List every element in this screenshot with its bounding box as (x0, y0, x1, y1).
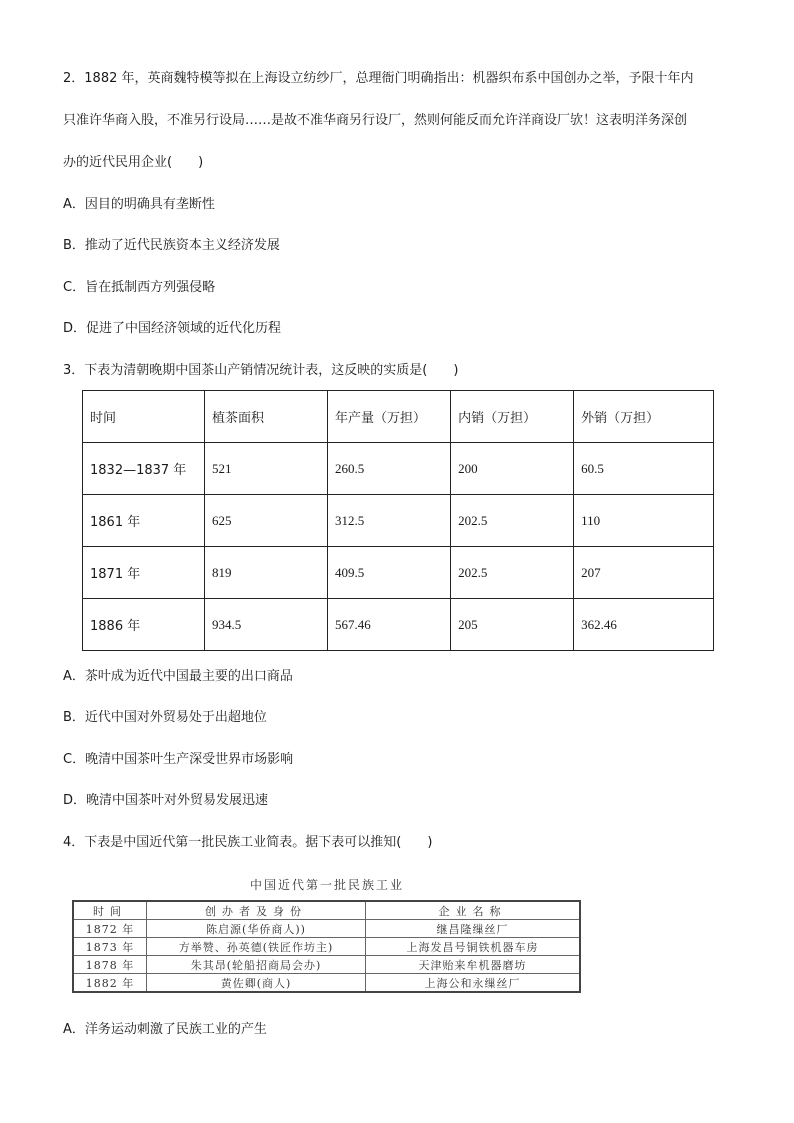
header-cell: 内销（万担） (451, 391, 574, 443)
table-cell: 819 (205, 547, 328, 599)
header-cell: 时间 (83, 391, 205, 443)
table-cell: 上海公和永缫丝厂 (366, 974, 581, 993)
q3-option-a: A．茶叶成为近代中国最主要的出口商品 (63, 669, 293, 684)
header-cell: 年产量（万担） (328, 391, 451, 443)
table-cell: 1832—1837 年 (83, 443, 205, 495)
table-cell: 朱其昂(轮船招商局会办) (147, 956, 366, 974)
q4-option-a: A．洋务运动刺激了民族工业的产生 (63, 1022, 267, 1037)
table-cell: 天津贻来牟机器磨坊 (366, 956, 581, 974)
table-cell: 409.5 (328, 547, 451, 599)
table-row (83, 443, 714, 495)
table-cell: 黄佐卿(商人) (147, 974, 366, 993)
table-cell: 260.5 (328, 443, 451, 495)
q2-stem-line-2: 只准许华商入股，不准另行设局……是故不准华商另行设厂，然则何能反而允许洋商设厂欤！这表明洋务深创 (63, 113, 688, 128)
table-cell: 继昌隆缫丝厂 (366, 920, 581, 938)
q2-stem-line-1: 2．1882 年，英商魏特模等拟在上海设立纺纱厂，总理衙门明确指出：机器织布系中国创办之举，予限十年内 (63, 71, 694, 86)
table-row (83, 547, 714, 599)
table-header-row (73, 901, 580, 920)
table-row (83, 599, 714, 651)
table-cell: 60.5 (574, 443, 714, 495)
q3-option-b: B．近代中国对外贸易处于出超地位 (63, 710, 267, 725)
table-cell: 1878 年 (73, 956, 147, 974)
table-cell: 202.5 (451, 547, 574, 599)
table-row (73, 938, 580, 956)
figure-title: 中国近代第一批民族工业 (249, 878, 404, 892)
table-cell: 312.5 (328, 495, 451, 547)
table-cell: 200 (451, 443, 574, 495)
table-cell: 1861 年 (83, 495, 205, 547)
table-row (73, 920, 580, 938)
q2-option-b: B．推动了近代民族资本主义经济发展 (63, 238, 280, 253)
table-cell: 521 (205, 443, 328, 495)
table-cell: 陈启源(华侨商人)) (147, 920, 366, 938)
q2-option-a: A．因目的明确具有垄断性 (63, 197, 215, 212)
table-row (83, 495, 714, 547)
header-cell: 植茶面积 (205, 391, 328, 443)
q3-option-c: C．晚清中国茶叶生产深受世界市场影响 (63, 752, 294, 767)
industry-table (72, 900, 581, 993)
table-cell: 方举赞、孙英德(铁匠作坊主) (147, 938, 366, 956)
q3-stem: 3．下表为清朝晚期中国茶山产销情况统计表，这反映的实质是( ) (63, 363, 459, 378)
table-cell: 1873 年 (73, 938, 147, 956)
table-cell: 上海发昌号铜铁机器车房 (366, 938, 581, 956)
table-cell: 1871 年 (83, 547, 205, 599)
table-row (73, 974, 580, 993)
table-cell: 362.46 (574, 599, 714, 651)
table-cell: 205 (451, 599, 574, 651)
q2-option-c: C．旨在抵制西方列强侵略 (63, 280, 216, 295)
table-row (73, 956, 580, 974)
table-cell: 1872 年 (73, 920, 147, 938)
header-cell: 时间 (73, 901, 147, 920)
q2-stem-line-3: 办的近代民用企业( ) (63, 155, 204, 170)
table-cell: 1882 年 (73, 974, 147, 993)
table-cell: 567.46 (328, 599, 451, 651)
header-cell: 企业名称 (366, 901, 581, 920)
q4-stem: 4．下表是中国近代第一批民族工业简表。据下表可以推知( ) (63, 835, 433, 850)
table-header-row (83, 391, 714, 443)
header-cell: 外销（万担） (574, 391, 714, 443)
table-cell: 202.5 (451, 495, 574, 547)
table-cell: 207 (574, 547, 714, 599)
q2-option-d: D．促进了中国经济领域的近代化历程 (63, 321, 282, 336)
table-cell: 934.5 (205, 599, 328, 651)
tea-production-table (82, 390, 714, 651)
header-cell: 创办者及身份 (147, 901, 366, 920)
table-cell: 625 (205, 495, 328, 547)
table-cell: 110 (574, 495, 714, 547)
industry-table-figure (71, 876, 583, 1001)
table-cell: 1886 年 (83, 599, 205, 651)
q3-option-d: D．晚清中国茶叶对外贸易发展迅速 (63, 793, 269, 808)
